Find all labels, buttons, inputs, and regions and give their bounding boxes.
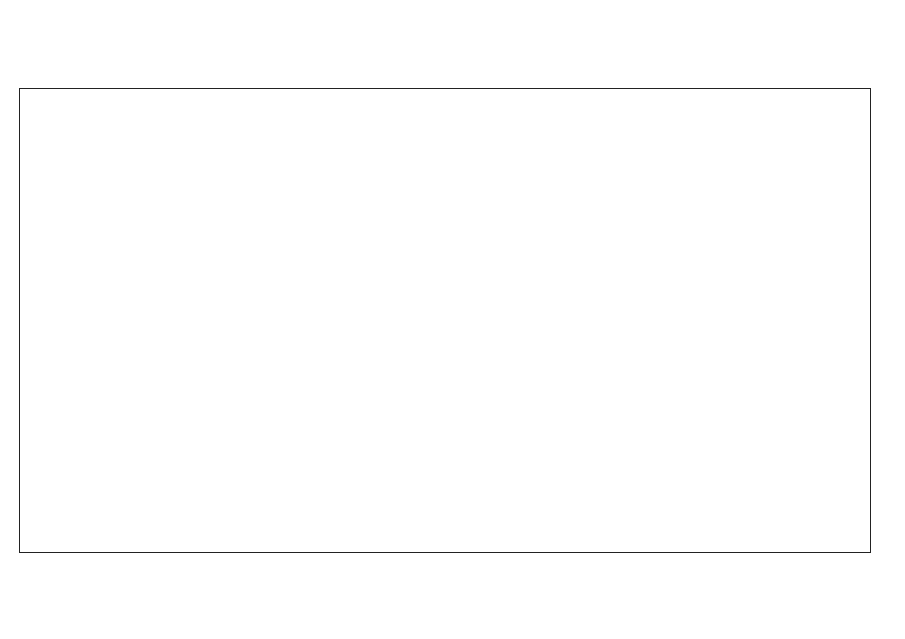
budget-table: [19, 88, 871, 553]
